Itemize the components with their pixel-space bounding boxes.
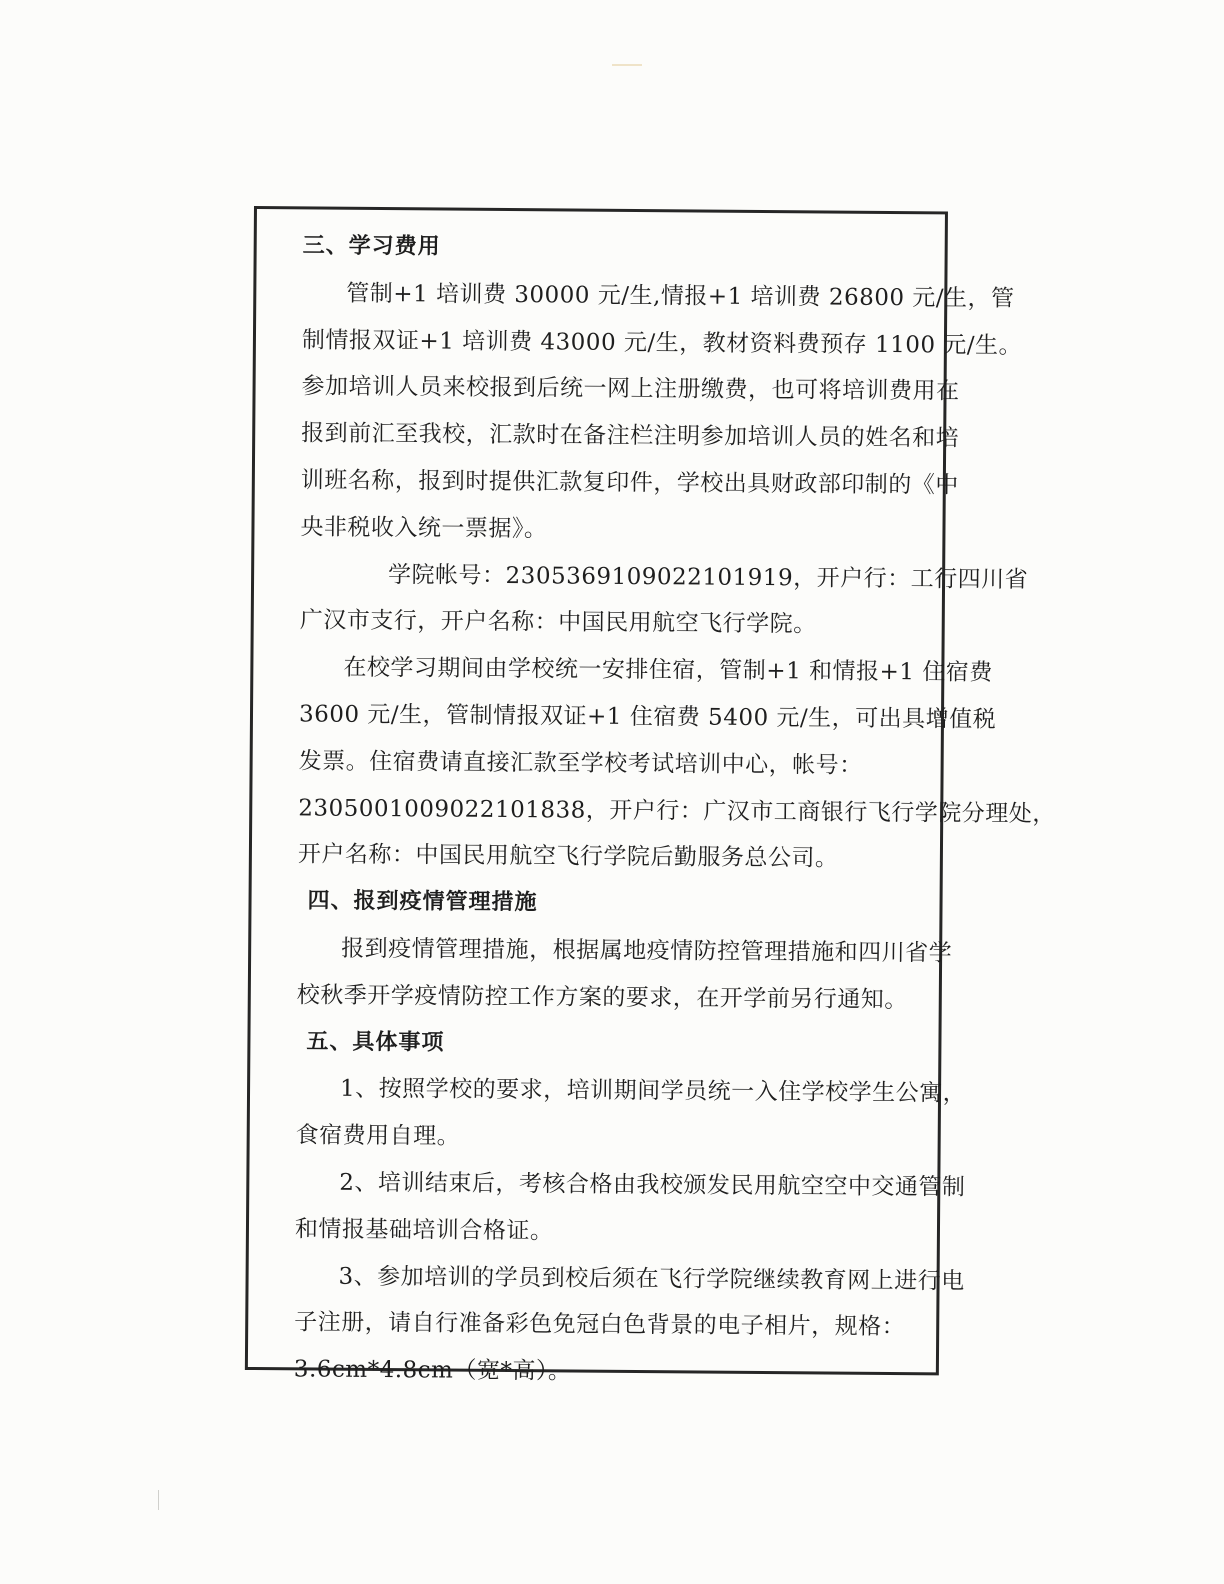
document-body (293, 223, 1056, 1398)
paragraph-line: 报到前汇至我校，汇款时在备注栏注明参加培训人员的姓名和培 (301, 420, 960, 452)
list-item-line: 食宿费用自理。 (295, 1122, 461, 1150)
list-item-line: 3、参加培训的学员到校后须在飞行学院继续教育网上进行电 (338, 1263, 965, 1295)
bank-account-line: 开户名称：中国民用航空飞行学院后勤服务总公司。 (297, 841, 839, 872)
scan-artifact (612, 64, 642, 66)
paragraph-line: 在校学习期间由学校统一安排住宿，管制+1 和情报+1 住宿费 (343, 654, 993, 686)
list-item-line: 和情报基础培训合格证。 (294, 1216, 554, 1245)
list-item-line: 3.6cm*4.8cm（宽*高）。 (293, 1356, 572, 1385)
paragraph-line: 训班名称，报到时提供汇款复印件，学校出具财政部印制的《中 (300, 467, 959, 499)
section-heading-details: 五、具体事项 (306, 1028, 445, 1056)
paragraph-line: 校秋季开学疫情防控工作方案的要求，在开学前另行通知。 (296, 982, 908, 1013)
bordered-text-box (245, 206, 1056, 1385)
section-heading-fees: 三、学习费用 (302, 233, 441, 260)
paragraph-line: 发票。住宿费请直接汇款至学校考试培训中心，帐号： (298, 748, 863, 779)
list-item-line: 2、培训结束后，考核合格由我校颁发民用航空空中交通管制 (339, 1169, 966, 1201)
list-item-line: 1、按照学校的要求，培训期间学员统一入住学校学生公寓， (339, 1076, 967, 1107)
paragraph-line: 管制+1 培训费 30000 元/生,情报+1 培训费 26800 元/生，管 (346, 280, 1015, 312)
paragraph-line: 3600 元/生，管制情报双证+1 住宿费 5400 元/生，可出具增值税 (298, 701, 997, 733)
scan-artifact (158, 1490, 159, 1510)
paragraph-line: 央非税收入统一票据》。 (300, 514, 548, 543)
bank-account-line: 广汉市支行，开户名称：中国民用航空飞行学院。 (299, 607, 817, 638)
bank-account-line: 2305001009022101838，开户行：广汉市工商银行飞行学院分理处， (298, 794, 1056, 827)
bank-account-line: 学院帐号：2305369109022101919，开户行：工行四川省 (388, 561, 1029, 593)
section-heading-epidemic: 四、报到疫情管理措施 (307, 888, 538, 916)
list-item-line: 子注册，请自行准备彩色免冠白色背景的电子相片，规格： (294, 1309, 906, 1341)
paragraph-line: 制情报双证+1 培训费 43000 元/生，教材资料费预存 1100 元/生。 (301, 326, 1023, 359)
paragraph-line: 参加培训人员来校报到后统一网上注册缴费，也可将培训费用在 (301, 373, 960, 405)
paragraph-line: 报到疫情管理措施，根据属地疫情防控管理措施和四川省学 (341, 935, 953, 967)
